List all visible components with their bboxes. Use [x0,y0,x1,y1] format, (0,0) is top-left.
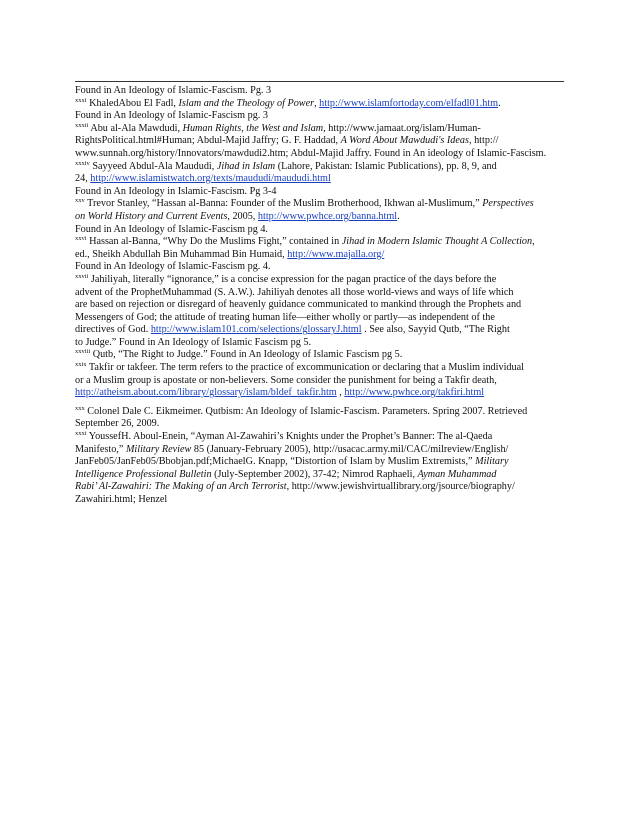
footnote-text: . [397,210,400,222]
footnote-line [75,110,565,123]
footnote-marker: xxxii [75,121,89,129]
footnote-text: Takfir or takfeer. The term refers to the practice of excommunication or declaring that a Muslim individual [86,362,524,374]
footnote-text: Hassan al-Banna, “Why Do the Muslims Fight,” contained in [86,236,342,248]
footnote-text: . [498,97,501,109]
footnote-text: (Lahore, Pakistan: Islamic Publications), pp. 8, 9, and [275,160,497,172]
footnote-text: Found in An Ideology of Islamic-Fascism pg. 4. [75,261,271,273]
footnote-text: Found in An Ideology of Islamic-Fascism pg. 3 [75,110,268,122]
footnote-text: , http:// [468,135,499,147]
footnote-line [75,198,565,223]
footnote-link[interactable]: http://www.pwhce.org/banna.html [257,210,398,222]
footnote-line [75,123,565,161]
footnote-text: , [532,236,535,248]
footnote-text: www.sunnah.org/history/Innovators/mawdudi2.htm; Abdul-Majid Jaffry. Found in An ideology of Islamic-Fascism. [75,147,547,159]
footnote-text: Found in An Ideology of Islamic-Fascism pg 4. [75,223,268,235]
footnote-text: , 2005, [227,210,258,222]
footnote-link[interactable]: http://www.islamfortoday.com/elfadl01.htm [319,97,499,109]
work-title: Rabi’ Al-Zawahiri: The Making of an Arch Terrorist [75,481,287,493]
footnote-text: Zawahiri.html; Henzel [75,494,168,505]
footnote-link[interactable]: http://www.islamistwatch.org/texts/maududi/maududi.html [90,173,331,185]
footnote-text: 24, [75,173,91,185]
footnote-text: ed., Sheikh Abdullah Bin Muhammad Bin Humaid, [75,248,288,260]
footnote-text: http://www.jamaat.org/islam/Human- [325,122,481,134]
footnote-text: Abu al-Ala Mawdudi, [88,122,183,134]
footnote-text: KhaledAbou El Fadl, [86,97,179,109]
footnote-line [75,186,565,199]
footnote-line [75,236,565,261]
footnote-marker: xxvii [75,272,89,280]
footnote-text: Messengers of God; the attitude of treating human life—either wholly or partly—as independent of the [75,311,495,323]
footnote-text: Manifesto,” [75,443,126,455]
footnote-text: Jahiliyah, literally “ignorance,” is a concise expression for the pagan practice of the days before the [88,273,497,285]
footnote-line [75,161,565,186]
footnote-line [75,85,565,98]
footnote-text: or a Muslim group is apostate or non-believers. Some consider the punishment for being a Takfir death, [75,374,497,386]
footnote-text: Trevor Stanley, “Hassan al-Banna: Founder of the Muslim Brotherhood, Ikhwan al-Muslimum,” [84,198,483,210]
footnote-text: Qutb, “The Right to Judge.” Found in An Ideology of Islamic Fascism pg 5. [90,349,403,361]
footnote-marker: xxvi [75,235,87,243]
work-title: Human Rights, the West and Islam, [182,122,326,134]
footnote-marker: xxx [75,404,85,412]
work-title: Perspectives [482,198,534,210]
work-title: Military [475,456,509,468]
footnote-text: . See also, Sayyid Qutb, “The Right [361,324,510,336]
footnote-text: YoussefH. Aboul-Enein, “Ayman Al-Zawahiri’s Knights under the Prophet’s Banner: The al-Qaeda [86,431,493,443]
footnote-divider [75,81,564,82]
footnote-link[interactable]: http://www.pwhce.org/takfiri.html [344,387,485,399]
footnote-line [75,224,565,237]
work-title: Ayman Muhammad [417,468,497,480]
footnote-text: 85 (January-February 2005), http://usacac.army.mil/CAC/milreview/English/ [191,443,509,455]
footnote-text: JanFeb05/JanFeb05/Bbobjan.pdf;MichaelG. Knapp, “Distortion of Islam by Muslim Extremists,” [75,456,476,468]
footnote-text: are based on rejection or disregard of heavenly guidance communicated to mankind through the Prophets and [75,299,522,311]
footnote-link[interactable]: http://atheism.about.com/library/glossary/islam/bldef_takfir.htm [75,387,337,399]
footnote-text: , http://www.jewishvirtuallibrary.org/jsource/biography/ [286,481,515,493]
footnote-text: RightsPolitical.html#Human; Abdul-Majid Jaffry; G. F. Haddad, [75,135,341,147]
footnote-text: (July-September 2002), 37-42; Nimrod Raphaeli, [211,468,418,480]
footnote-text: directives of God. [75,324,151,336]
footnote-text: , [336,387,345,399]
footnote-text: advent of the ProphetMuhammad (S. A.W.). Jahiliyah denotes all those world-views and ways of life which [75,286,514,298]
footnote-link[interactable]: http://www.majalla.org/ [287,248,385,260]
footnote-link[interactable]: http://www.islam101.com/selections/glossaryJ.html [150,324,362,336]
footnote-line [75,98,565,111]
work-title: Jihad in Islam [216,160,276,172]
footnotes-block [75,85,565,507]
footnote-text: Found in An Ideology of Islamic-Fascism. Pg. 3 [75,85,272,96]
work-title: A Word About Mawdudi's Ideas [340,135,469,147]
footnote-marker: xxix [75,361,87,369]
footnote-text: Found in An Ideology in Islamic-Fascism. Pg 3-4 [75,185,277,197]
footnote-line [75,261,565,274]
footnote-marker: xxv [75,197,85,205]
footnote-line [75,349,565,362]
work-title: Military Review [125,443,192,455]
footnote-marker: xxxi [75,430,87,438]
footnote-text: Sayyeed Abdul-Ala Maududi, [89,160,217,172]
footnote-marker: xxxiv [75,159,90,167]
footnote-text: , [314,97,320,109]
footnote-text: to Judge.” Found in An Ideology of Islamic Fascism pg 5. [75,336,311,348]
footnote-line [75,274,565,350]
footnote-marker: xxxi [75,96,87,104]
footnote-marker: xxviii [75,348,91,356]
work-title: Islam and the Theology of Power [178,97,315,109]
footnote-line [75,362,565,400]
work-title: on World History and Current Events [75,210,228,222]
work-title: Intelligence Professional Bulletin [75,468,212,480]
footnote-text: Colonel Dale C. Eikmeimer. Qutbism: An Ideology of Islamic-Fascism. Parameters. Spring 2007. Retrieved [84,405,528,417]
footnote-line [75,431,565,507]
footnote-line [75,406,565,431]
footnote-text: September 26, 2009. [75,418,160,430]
work-title: Jihad in Modern Islamic Thought A Collection [341,236,533,248]
